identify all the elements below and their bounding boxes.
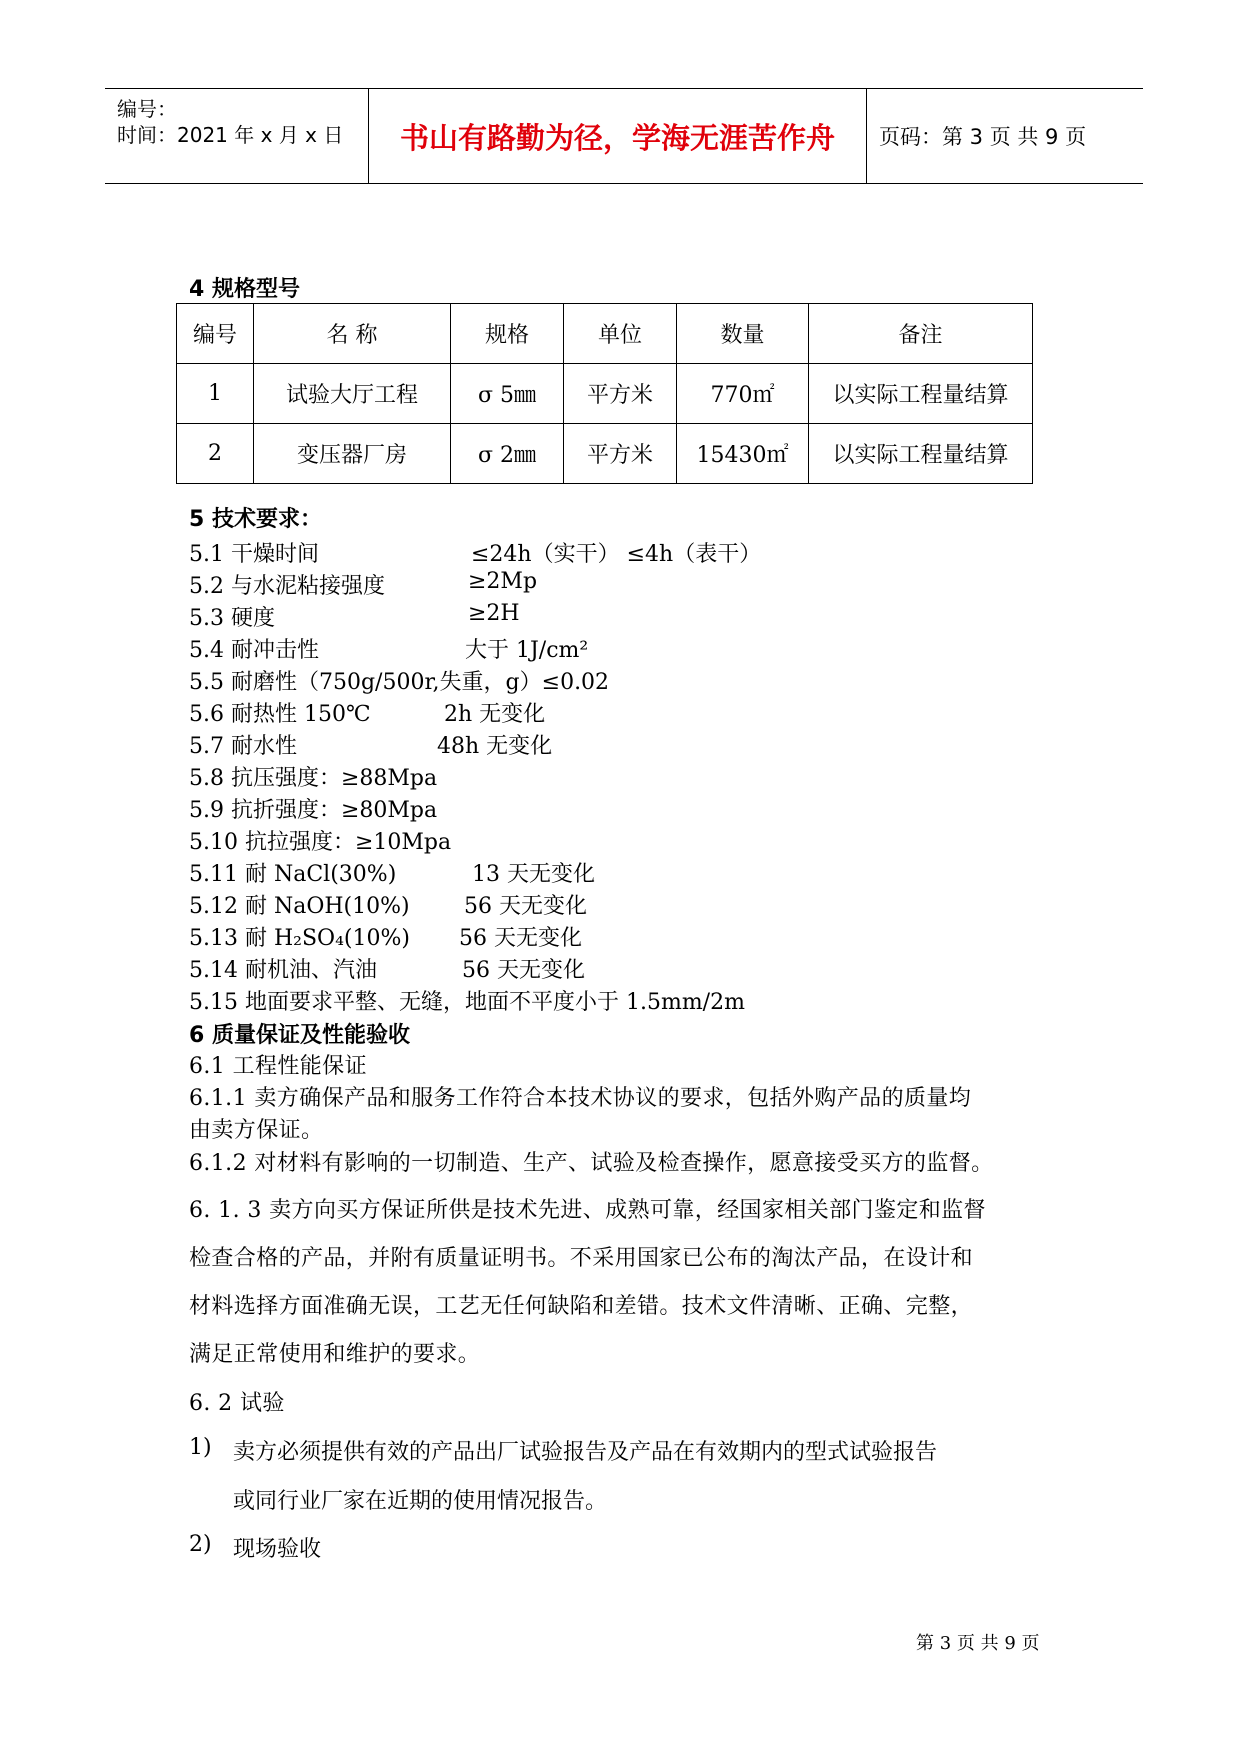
requirement-item [189,889,587,920]
list-item-number: 1) [189,1435,212,1460]
spec-col-remark: 备注 [809,304,1033,364]
paragraph-6-1-1: 6.1.1 卖方确保产品和服务工作符合本技术协议的要求，包括外购产品的质量均 [189,1086,972,1111]
requirement-value: ≥2Mp [468,569,538,594]
table-cell: σ 5㎜ [451,364,564,424]
list-item-number: 2) [189,1532,212,1557]
subsection-6-2: 6. 2 试验 [189,1391,285,1416]
requirement-value: 大于 1J/cm² [465,638,589,663]
table-row [177,424,1033,484]
requirement-item [189,633,589,664]
spec-table [176,303,1033,484]
table-row [177,364,1033,424]
table-cell: 以实际工程量结算 [809,424,1033,484]
table-cell: 变压器厂房 [254,424,451,484]
table-cell: 以实际工程量结算 [809,364,1033,424]
spec-col-unit: 单位 [564,304,677,364]
requirement-item [189,729,553,760]
list-item-text: 卖方必须提供有效的产品出厂试验报告及产品在有效期内的型式试验报告 [233,1440,938,1465]
requirement-value: 13 天无变化 [472,862,595,887]
requirement-item [189,537,762,568]
document-number-label: 编号： [117,97,177,121]
paragraph-6-1-3-line-3: 材料选择方面准确无误，工艺无任何缺陷和差错。技术文件清晰、正确、完整， [189,1294,974,1319]
table-cell: 770㎡ [677,364,809,424]
spec-col-spec: 规格 [451,304,564,364]
table-cell: 2 [177,424,254,484]
requirement-value: ≤24h（实干） ≤4h（表干） [471,542,762,567]
table-cell: 1 [177,364,254,424]
page-footer: 第 3 页 共 9 页 [916,1633,1040,1654]
requirement-label: 5.9 抗折强度：≥80Mpa [189,798,438,823]
requirement-label: 5.8 抗压强度：≥88Mpa [189,766,438,791]
table-cell: σ 2㎜ [451,424,564,484]
requirement-value: ≥2H [468,601,520,626]
paragraph-6-1-3-line-4: 满足正常使用和维护的要求。 [189,1342,481,1367]
list-item-text-cont: 或同行业厂家在近期的使用情况报告。 [233,1489,608,1514]
requirement-item [189,985,745,1016]
requirement-label: 5.12 耐 NaOH(10%) [189,894,410,919]
table-cell: 平方米 [564,424,677,484]
header-meta [105,89,369,183]
requirement-label: 5.5 耐磨性（750g/500r,失重，g）≤0.02 [189,670,610,695]
document-date-label: 时间：2021 年 x 月 x 日 [117,123,344,147]
requirement-item [189,761,437,792]
paragraph-6-1-3-line-2: 检查合格的产品，并附有质量证明书。不采用国家已公布的淘汰产品，在设计和 [189,1246,974,1271]
table-cell: 平方米 [564,364,677,424]
requirement-value: 2h 无变化 [444,702,546,727]
requirement-label: 5.7 耐水性 [189,734,297,759]
requirement-label: 5.10 抗拉强度：≥10Mpa [189,830,452,855]
requirement-label: 5.4 耐冲击性 [189,638,319,663]
requirement-label: 5.14 耐机油、汽油 [189,958,377,983]
section-6-heading: 6 质量保证及性能验收 [189,1023,410,1048]
requirement-item [189,697,546,728]
requirement-label: 5.1 干燥时间 [189,542,319,567]
subsection-6-1: 6.1 工程性能保证 [189,1054,367,1079]
paragraph-6-1-3: 6. 1. 3 卖方向买方保证所供是技术先进、成熟可靠，经国家相关部门鉴定和监督 [189,1198,986,1223]
paragraph-6-1-2: 6.1.2 对材料有影响的一切制造、生产、试验及检查操作，愿意接受买方的监督。 [189,1151,994,1176]
requirement-item [189,921,582,952]
requirement-label: 5.2 与水泥粘接强度 [189,574,385,599]
requirement-label: 5.6 耐热性 150℃ [189,702,371,727]
section-4-heading: 4 规格型号 [189,277,300,302]
requirement-item [189,825,451,856]
requirement-value: 56 天无变化 [459,926,582,951]
requirement-item [189,857,595,888]
requirement-value: 48h 无变化 [437,734,553,759]
header-page-label: 页码：第 3 页 共 9 页 [879,125,1087,149]
spec-col-number: 编号 [177,304,254,364]
page-header [105,88,1143,184]
requirement-item [189,665,609,696]
table-cell: 15430㎡ [677,424,809,484]
requirement-item [189,569,538,600]
paragraph-6-1-1-cont: 由卖方保证。 [189,1118,324,1143]
spec-table-header-row [177,304,1033,364]
section-5-heading: 5 技术要求： [189,507,322,532]
spec-col-quantity: 数量 [677,304,809,364]
list-item-text: 现场验收 [233,1537,322,1562]
requirement-item [189,793,437,824]
requirement-label: 5.11 耐 NaCl(30%) [189,862,397,887]
requirement-value: 56 天无变化 [464,894,587,919]
requirement-label: 5.15 地面要求平整、无缝，地面不平度小于 1.5mm/2m [189,990,745,1015]
table-cell: 试验大厅工程 [254,364,451,424]
requirement-label: 5.3 硬度 [189,606,275,631]
header-motto: 书山有路勤为径，学海无涯苦作舟 [369,89,867,183]
requirement-label: 5.13 耐 H₂SO₄(10%) [189,926,410,951]
spec-col-name: 名 称 [254,304,451,364]
requirement-item [189,953,585,984]
requirement-item [189,601,520,632]
requirement-value: 56 天无变化 [462,958,585,983]
